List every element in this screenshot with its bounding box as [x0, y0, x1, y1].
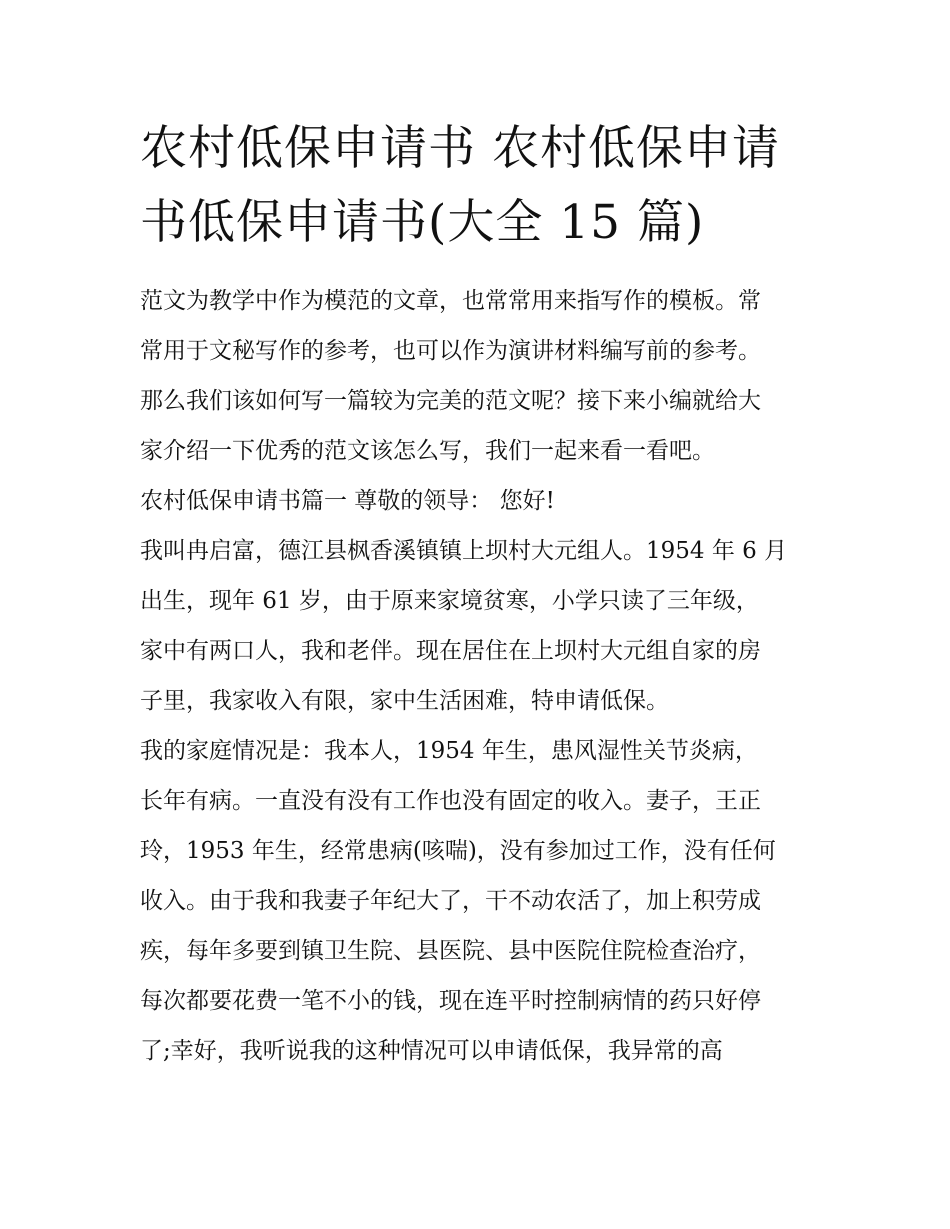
body-line: 每次都要花费一笔不小的钱，现在连平时控制病情的药只好停 [140, 988, 761, 1014]
body-line: 范文为教学中作为模范的文章，也常常用来指写作的模板。常 [140, 288, 761, 314]
body-line: 我叫冉启富，德江县枫香溪镇镇上坝村大元组人。1954 年 6 月 [140, 538, 788, 564]
body-line: 了;幸好，我听说我的这种情况可以申请低保，我异常的高 [140, 1038, 723, 1064]
body-line: 家介绍一下优秀的范文该怎么写，我们一起来看一看吧。 [140, 438, 715, 464]
body-line: 收入。由于我和我妻子年纪大了，干不动农活了，加上积劳成 [140, 888, 761, 914]
document-title: 农村低保申请书 农村低保申请书低保申请书(大全 15 篇) [140, 121, 780, 250]
body-line: 我的家庭情况是：我本人，1954 年生，患风湿性关节炎病， [140, 738, 758, 764]
body-line: 家中有两口人，我和老伴。现在居住在上坝村大元组自家的房 [140, 638, 761, 664]
body-line: 子里，我家收入有限，家中生活困难，特申请低保。 [140, 688, 669, 714]
body-line: 农村低保申请书篇一 尊敬的领导： 您好! [140, 488, 555, 514]
document-body [140, 282, 820, 1070]
body-line: 长年有病。一直没有没有工作也没有固定的收入。妻子，王正 [140, 788, 761, 814]
body-line: 常用于文秘写作的参考，也可以作为演讲材料编写前的参考。 [140, 338, 761, 364]
body-line: 那么我们该如何写一篇较为完美的范文呢？接下来小编就给大 [140, 388, 761, 414]
body-line: 出生，现年 61 岁，由于原来家境贫寒，小学只读了三年级， [140, 588, 759, 614]
body-line: 疾，每年多要到镇卫生院、县医院、县中医院住院检查治疗， [140, 938, 761, 964]
body-line: 玲，1953 年生，经常患病(咳喘)，没有参加过工作，没有任何 [140, 838, 776, 864]
